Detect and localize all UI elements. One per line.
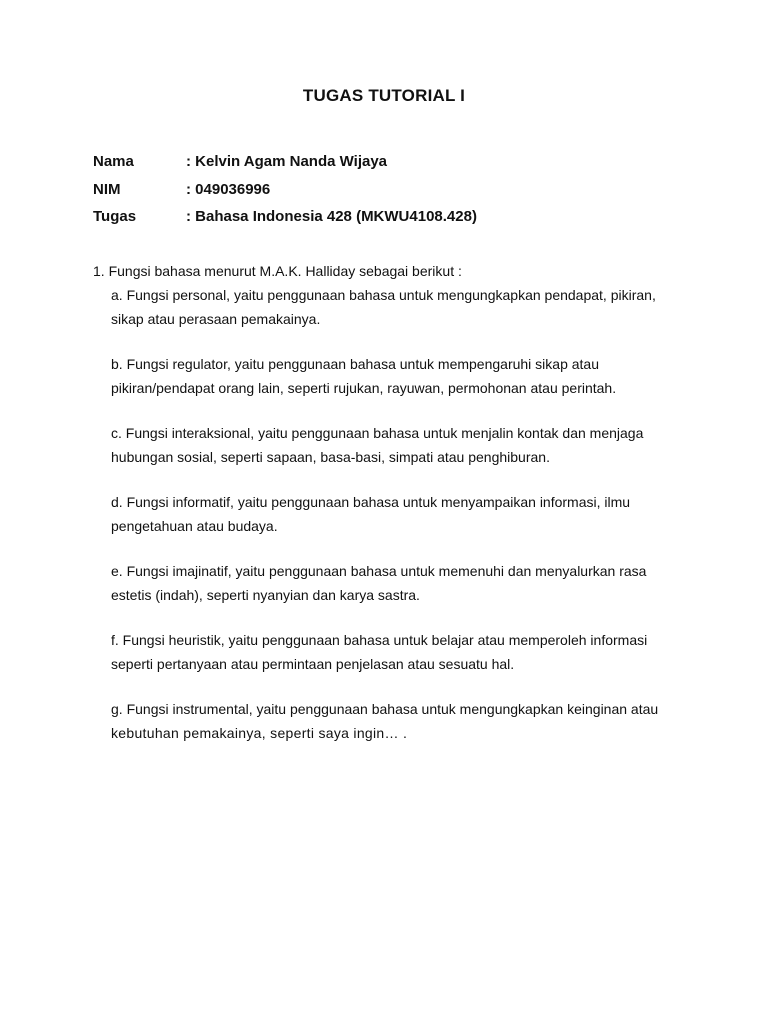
item-line: e. Fungsi imajinatif, yaitu penggunaan bahasa untuk memenuhi dan menyalurkan rasa [111, 563, 647, 579]
item-line: f. Fungsi heuristik, yaitu penggunaan bahasa untuk belajar atau memperoleh informasi [111, 632, 648, 648]
item-line: a. Fungsi personal, yaitu penggunaan bahasa untuk mengungkapkan pendapat, pikiran, [111, 287, 656, 303]
student-info [93, 148, 477, 231]
function-list [93, 283, 693, 745]
list-item [111, 352, 693, 400]
item-line: estetis (indah), seperti nyanyian dan karya sastra. [111, 587, 420, 603]
list-item [111, 490, 693, 538]
item-line: pengetahuan atau budaya. [111, 518, 278, 534]
item-line: seperti pertanyaan atau permintaan penjelasan atau sesuatu hal. [111, 656, 515, 672]
info-row-tugas [93, 203, 477, 231]
info-value: : 049036996 [186, 180, 271, 198]
info-row-nim [93, 176, 477, 204]
question-1 [93, 259, 693, 766]
item-line: d. Fungsi informatif, yaitu penggunaan bahasa untuk menyampaikan informasi, ilmu [111, 494, 631, 510]
list-item [111, 283, 693, 331]
item-line: sikap atau perasaan pemakainya. [111, 311, 321, 327]
info-row-nama [93, 148, 477, 176]
item-line: c. Fungsi interaksional, yaitu penggunaan bahasa untuk menjalin kontak dan menjaga [111, 425, 644, 441]
info-value: : Bahasa Indonesia 428 (MKWU4108.428) [186, 208, 477, 226]
item-line: hubungan sosial, seperti sapaan, basa-basi, simpati atau penghiburan. [111, 449, 550, 465]
info-label: NIM [93, 180, 121, 198]
list-item [111, 628, 693, 676]
list-item [111, 421, 693, 469]
item-line: g. Fungsi instrumental, yaitu penggunaan bahasa untuk mengungkapkan keinginan atau [111, 701, 659, 717]
info-value: : Kelvin Agam Nanda Wijaya [186, 153, 388, 171]
question-intro: 1. Fungsi bahasa menurut M.A.K. Halliday sebagai berikut : [93, 263, 462, 279]
info-label: Nama [93, 153, 134, 171]
list-item [111, 697, 693, 745]
list-item [111, 559, 693, 607]
item-line: pikiran/pendapat orang lain, seperti rujukan, rayuwan, permohonan atau perintah. [111, 380, 617, 396]
item-line: kebutuhan pemakainya, seperti saya ingin… . [111, 725, 408, 741]
document-title: TUGAS TUTORIAL I [302, 86, 466, 105]
info-label: Tugas [93, 208, 137, 226]
item-line: b. Fungsi regulator, yaitu penggunaan bahasa untuk mempengaruhi sikap atau [111, 356, 600, 372]
